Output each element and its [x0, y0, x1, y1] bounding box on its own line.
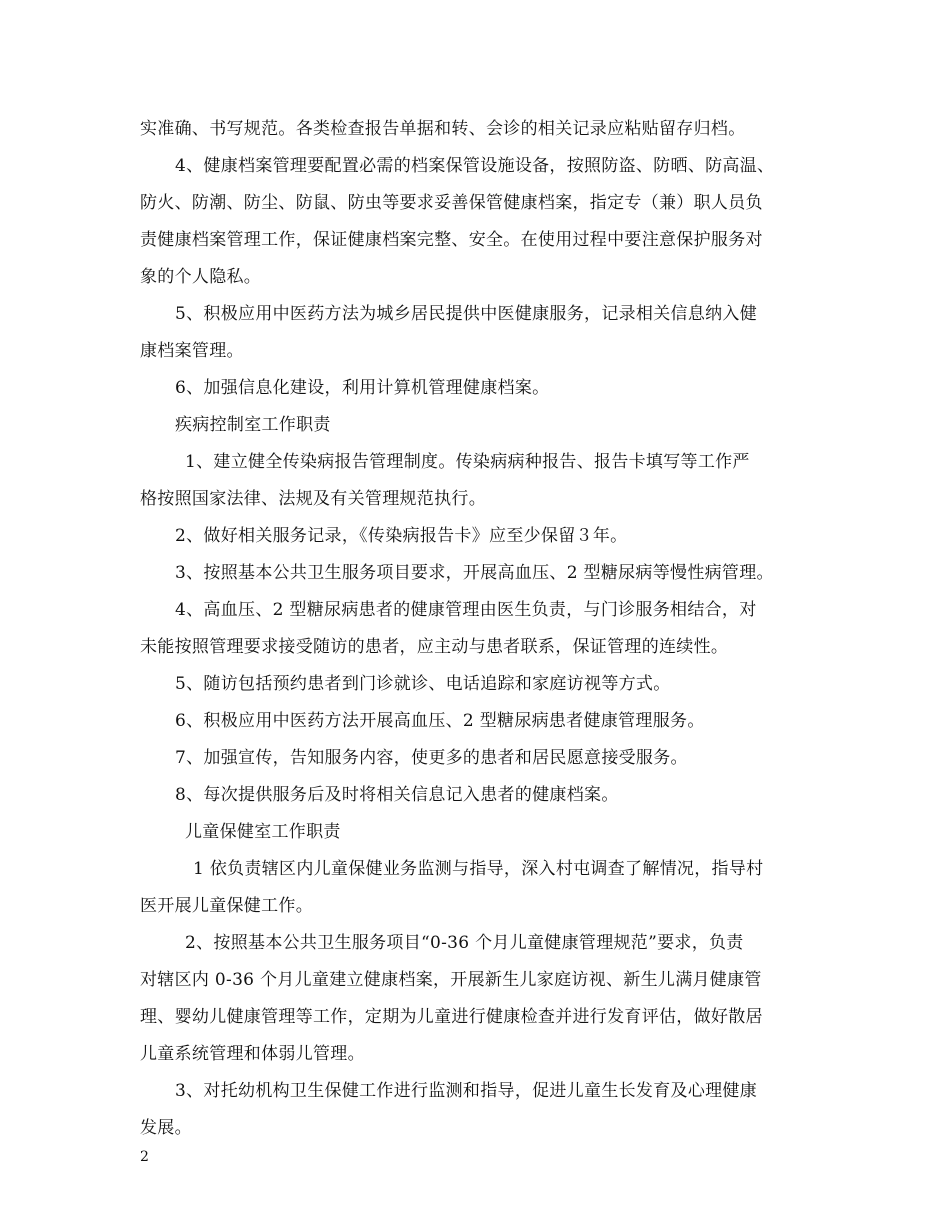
text-line: 1、建立健全传染病报告管理制度。传染病病种报告、报告卡填写等工作严: [185, 452, 750, 472]
page-number: 2: [140, 1149, 149, 1165]
text-line: 4、高血压、2 型糖尿病患者的健康管理由医生负责，与门诊服务相结合，对: [175, 600, 757, 620]
text-line: 1 依负责辖区内儿童保健业务监测与指导，深入村屯调查了解情况，指导村: [193, 859, 764, 879]
text-line: 8、每次提供服务后及时将相关信息记入患者的健康档案。: [175, 785, 619, 805]
text-line: 康档案管理。: [140, 341, 244, 361]
text-line: 6、积极应用中医药方法开展高血压、2 型糖尿病患者健康管理服务。: [175, 711, 705, 731]
text-line: 责健康档案管理工作，保证健康档案完整、安全。在使用过程中要注意保护服务对: [140, 230, 763, 250]
text-line: 5、积极应用中医药方法为城乡居民提供中医健康服务，记录相关信息纳入健: [175, 304, 758, 324]
section-heading: 儿童保健室工作职责: [185, 822, 341, 842]
text-line: 儿童系统管理和体弱儿管理。: [140, 1044, 365, 1064]
text-line: 防火、防潮、防尘、防鼠、防虫等要求妥善保管健康档案，指定专（兼）职人员负: [140, 193, 763, 213]
section-heading: 疾病控制室工作职责: [175, 415, 331, 435]
text-line: 实准确、书写规范。各类检查报告单据和转、会诊的相关记录应粘贴留存归档。: [140, 119, 746, 139]
text-line: 理、婴幼儿健康管理等工作，定期为儿童进行健康检查并进行发育评估，做好散居: [140, 1007, 763, 1027]
text-line: 医开展儿童保健工作。: [140, 896, 313, 916]
text-line: 未能按照管理要求接受随访的患者，应主动与患者联系，保证管理的连续性。: [140, 637, 729, 657]
text-line: 3、按照基本公共卫生服务项目要求，开展高血压、2 型糖尿病等慢性病管理。: [175, 563, 774, 583]
text-line: 象的个人隐私。: [140, 267, 262, 287]
text-line: 发展。: [140, 1118, 192, 1138]
text-line: 7、加强宣传，告知服务内容，使更多的患者和居民愿意接受服务。: [175, 748, 688, 768]
text-line: 6、加强信息化建设，利用计算机管理健康档案。: [175, 378, 550, 398]
text-line: 对辖区内 0-36 个月儿童建立健康档案，开展新生儿家庭访视、新生儿满月健康管: [140, 970, 762, 990]
text-line: 格按照国家法律、法规及有关管理规范执行。: [140, 489, 486, 509]
text-line: 2、按照基本公共卫生服务项目“0-36 个月儿童健康管理规范”要求，负责: [185, 933, 744, 953]
text-line: 3、对托幼机构卫生保健工作进行监测和指导，促进儿童生长发育及心理健康: [175, 1081, 758, 1101]
text-line: 4、健康档案管理要配置必需的档案保管设施设备，按照防盗、防晒、防高温、: [175, 156, 775, 176]
text-line: 2、做好相关服务记录，《传染病报告卡》应至少保留３年。: [175, 526, 628, 546]
text-line: 5、随访包括预约患者到门诊就诊、电话追踪和家庭访视等方式。: [175, 674, 671, 694]
